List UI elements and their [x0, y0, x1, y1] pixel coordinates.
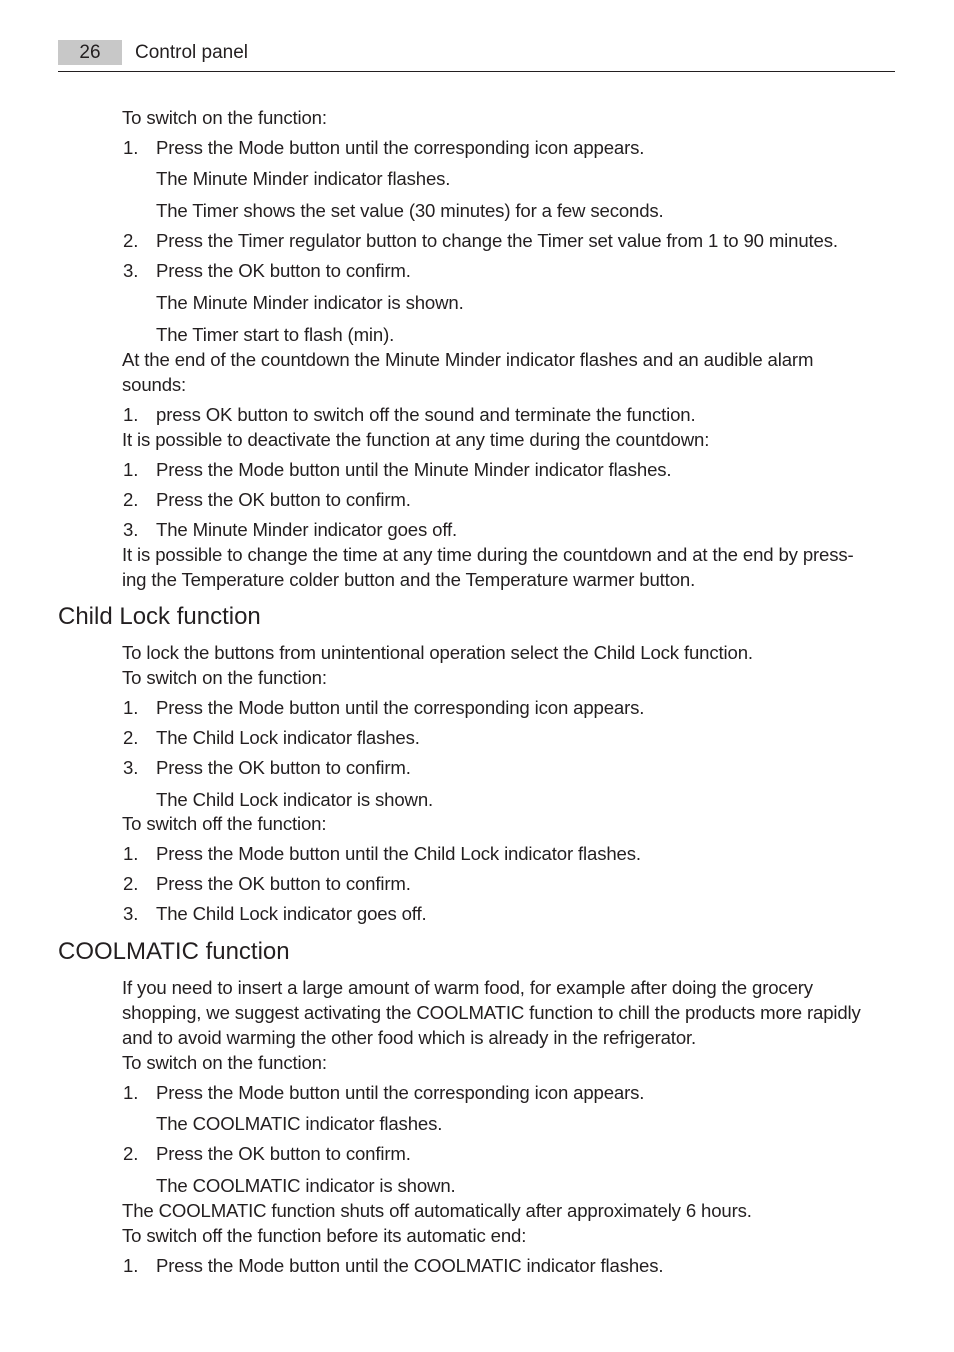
- step-result: The Minute Minder indicator is shown.: [156, 292, 464, 313]
- switch-off-intro: To switch off the function before its automatic end:: [122, 1225, 527, 1246]
- page-number: 26: [58, 40, 122, 65]
- step-result: The Child Lock indicator is shown.: [156, 789, 434, 810]
- step-text: The Child Lock indicator flashes.: [156, 727, 420, 748]
- step-text: Press the OK button to confirm.: [156, 1143, 411, 1164]
- paragraph-line: The COOLMATIC function shuts off automatically after approximately 6 hours.: [122, 1200, 752, 1221]
- step-result: The Timer shows the set value (30 minutes) for a few seconds.: [156, 200, 664, 221]
- step-text: Press the Mode button until the corresponding icon appears.: [156, 697, 645, 718]
- paragraph-line: shopping, we suggest activating the COOLMATIC function to chill the products more rapidly: [122, 1002, 861, 1023]
- step-text: Press the Timer regulator button to change the Timer set value from 1 to 90 minutes.: [156, 230, 838, 251]
- switch-off-intro: To switch off the function:: [122, 813, 327, 834]
- step-number: 3.: [123, 260, 139, 281]
- paragraph-line: To lock the buttons from unintentional operation select the Child Lock function.: [122, 642, 753, 663]
- step-result: The Minute Minder indicator flashes.: [156, 168, 451, 189]
- step-number: 3.: [123, 757, 139, 778]
- step-text: Press the OK button to confirm.: [156, 489, 411, 510]
- step-result: The Timer start to flash (min).: [156, 324, 395, 345]
- step-text: Press the OK button to confirm.: [156, 873, 411, 894]
- step-number: 3.: [123, 519, 139, 540]
- step-number: 2.: [123, 727, 139, 748]
- step-text: Press the OK button to confirm.: [156, 757, 411, 778]
- paragraph-line: sounds:: [122, 374, 187, 395]
- switch-on-intro: To switch on the function:: [122, 1052, 327, 1073]
- step-number: 1.: [123, 404, 139, 425]
- paragraph-line: and to avoid warming the other food which is already in the refrigerator.: [122, 1027, 697, 1048]
- step-number: 2.: [123, 230, 139, 251]
- step-number: 1.: [123, 137, 139, 158]
- step-number: 1.: [123, 1082, 139, 1103]
- paragraph-line: If you need to insert a large amount of warm food, for example after doing the grocery: [122, 977, 813, 998]
- step-number: 2.: [123, 873, 139, 894]
- switch-on-intro: To switch on the function:: [122, 667, 327, 688]
- step-text: Press the Mode button until the corresponding icon appears.: [156, 1082, 645, 1103]
- step-text: Press the Mode button until the COOLMATIC indicator flashes.: [156, 1255, 664, 1276]
- step-number: 2.: [123, 1143, 139, 1164]
- step-text: Press the Mode button until the Child Lock indicator flashes.: [156, 843, 641, 864]
- step-number: 1.: [123, 459, 139, 480]
- step-number: 1.: [123, 697, 139, 718]
- step-result: The COOLMATIC indicator flashes.: [156, 1113, 443, 1134]
- paragraph-line: At the end of the countdown the Minute Minder indicator flashes and an audible alarm: [122, 349, 814, 370]
- paragraph-line: It is possible to change the time at any time during the countdown and at the end by press-: [122, 544, 854, 565]
- paragraph-line: It is possible to deactivate the function at any time during the countdown:: [122, 429, 710, 450]
- paragraph-line: ing the Temperature colder button and the Temperature warmer button.: [122, 569, 696, 590]
- section-heading-coolmatic: COOLMATIC function: [58, 938, 290, 965]
- step-text: Press the OK button to confirm.: [156, 260, 411, 281]
- step-text: Press the Mode button until the Minute Minder indicator flashes.: [156, 459, 672, 480]
- switch-on-intro: To switch on the function:: [122, 107, 327, 128]
- step-number: 2.: [123, 489, 139, 510]
- step-result: The COOLMATIC indicator is shown.: [156, 1175, 456, 1196]
- step-number: 3.: [123, 903, 139, 924]
- step-text: Press the Mode button until the corresponding icon appears.: [156, 137, 645, 158]
- step-number: 1.: [123, 843, 139, 864]
- section-heading-child-lock: Child Lock function: [58, 603, 261, 630]
- step-text: The Child Lock indicator goes off.: [156, 903, 427, 924]
- step-text: The Minute Minder indicator goes off.: [156, 519, 458, 540]
- header-title: Control panel: [135, 42, 249, 63]
- step-number: 1.: [123, 1255, 139, 1276]
- step-text: press OK button to switch off the sound and terminate the function.: [156, 404, 696, 425]
